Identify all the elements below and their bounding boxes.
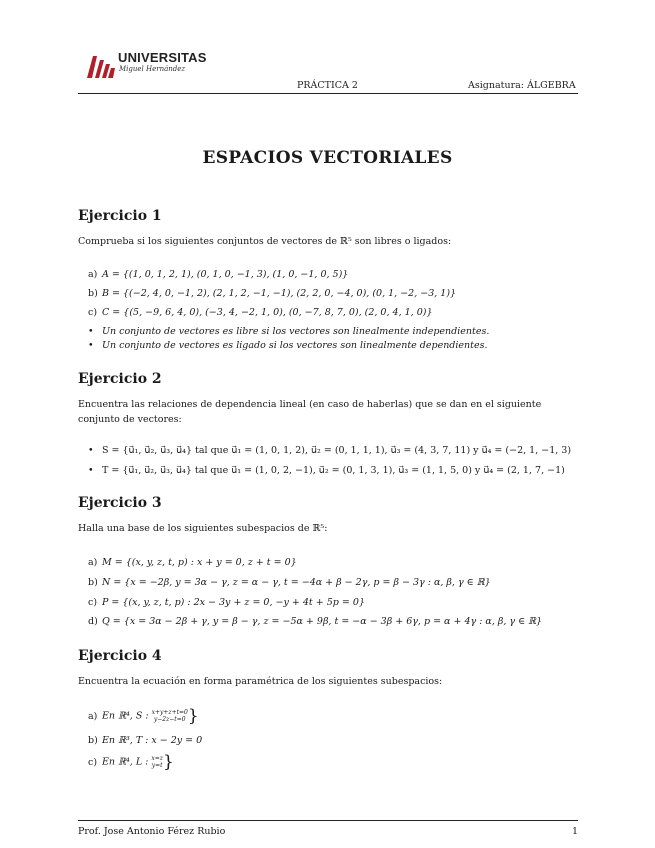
exercise-1-note-bound — [88, 340, 488, 351]
item-text: N = {x = −2β, y = 3α − γ, z = α − γ, t = −4α + β − 2γ, p = β − 3γ : α, β, γ ∈ ℝ} — [102, 577, 491, 588]
bullet: • — [88, 465, 94, 476]
equation-2: y=t — [151, 762, 163, 769]
bullet: • — [88, 445, 94, 456]
header-subject: Asignatura: ÁLGEBRA — [468, 80, 576, 91]
item-label: c) — [88, 756, 98, 768]
item-label: b) — [88, 577, 98, 588]
note-text: Un conjunto de vectores es libre si los vectores son linealmente independientes. — [102, 326, 490, 337]
page-number: 1 — [572, 826, 579, 837]
footer-author: Prof. Jose Antonio Férez Rubio — [78, 826, 226, 837]
exercise-1-statement: Comprueba si los siguientes conjuntos de vectores de ℝ⁵ son libres o ligados: — [78, 236, 452, 247]
item-text: Q = {x = 3α − 2β + γ, y = β − γ, z = −5α + 9β, t = −α − 3β + 6γ, p = α + 4γ : α, β, γ ∈ ℝ} — [102, 616, 543, 627]
equation-1: x+y+z+t=0 — [151, 709, 188, 716]
logo-subtitle: Miguel Hernández — [119, 65, 186, 73]
right-brace: } — [162, 752, 174, 772]
exercise-1-note-free — [88, 326, 489, 337]
exercise-2-statement: Encuentra las relaciones de dependencia lineal (en caso de haberlas) que se dan en el siguiente conjunto de vectores: — [78, 399, 542, 425]
header-rule — [78, 93, 578, 94]
item-label: a) — [88, 557, 98, 568]
bullet: • — [88, 326, 94, 337]
item-text: C = {(5, −9, 6, 4, 0), (−3, 4, −2, 1, 0), (0, −7, 8, 7, 0), (2, 0, 4, 1, 0)} — [102, 307, 433, 318]
exercise-3-heading: Ejercicio 3 — [78, 495, 162, 511]
exercise-3-item-b — [88, 577, 491, 588]
bullet: • — [88, 340, 94, 351]
exercise-3-item-d — [88, 616, 542, 627]
header-practice: PRÁCTICA 2 — [297, 80, 358, 91]
equation-1: x=z — [151, 755, 163, 762]
exercise-4-item-a — [88, 706, 199, 726]
right-brace: } — [187, 706, 199, 726]
exercise-2-item-t — [88, 465, 565, 476]
item-text: B = {(−2, 4, 0, −1, 2), (2, 1, 2, −1, −1), (2, 2, 0, −4, 0), (0, 1, −2, −3, 1)} — [102, 288, 457, 299]
exercise-4-item-c — [88, 752, 174, 772]
exercise-3-item-a — [88, 557, 297, 568]
exercise-4-heading: Ejercicio 4 — [78, 648, 162, 664]
exercise-2-item-s — [88, 445, 571, 456]
exercise-1-item-a — [88, 269, 348, 280]
exercise-2-heading: Ejercicio 2 — [78, 371, 162, 387]
equation-2: y−2z−t=0 — [153, 716, 186, 723]
item-text: M = {(x, y, z, t, p) : x + y = 0, z + t = 0} — [102, 557, 297, 568]
page-title: ESPACIOS VECTORIALES — [202, 148, 453, 168]
item-prefix: En ℝ⁴, S : — [102, 710, 149, 722]
exercise-1-heading: Ejercicio 1 — [78, 208, 162, 224]
exercise-1-item-c — [88, 307, 432, 318]
item-prefix: En ℝ⁴, L : — [102, 756, 149, 768]
item-text: En ℝ³, T : x − 2y = 0 — [102, 735, 203, 746]
item-text: A = {(1, 0, 1, 2, 1), (0, 1, 0, −1, 3), (1, 0, −1, 0, 5)} — [102, 269, 349, 280]
equation-system — [151, 755, 163, 769]
exercise-4-item-b — [88, 735, 202, 746]
equation-system — [152, 709, 188, 723]
logo-wordmark: UNIVERSITAS — [118, 50, 207, 65]
item-label: b) — [88, 288, 98, 299]
item-label: a) — [88, 269, 98, 280]
note-text: Un conjunto de vectores es ligado si los vectores son linealmente dependientes. — [102, 340, 488, 351]
item-label: a) — [88, 710, 98, 722]
exercise-1-item-b — [88, 288, 456, 299]
item-label: c) — [88, 597, 98, 608]
item-text: S = {u⃗₁, u⃗₂, u⃗₃, u⃗₄} tal que u⃗₁ = (1, 0, 1, 2), u⃗₂ = (0, 1, 1, 1), u⃗₃ = (4, 3, 7, 11) y u⃗₄ = (−2, 1, −1, 3) — [102, 445, 572, 456]
exercise-3-statement: Halla una base de los siguientes subespacios de ℝ⁵: — [78, 523, 328, 534]
item-text: P = {(x, y, z, t, p) : 2x − 3y + z = 0, −y + 4t + 5p = 0} — [102, 597, 365, 608]
university-logo-icon — [84, 48, 118, 82]
footer-rule — [78, 820, 578, 821]
item-text: T = {u⃗₁, u⃗₂, u⃗₃, u⃗₄} tal que u⃗₁ = (1, 0, 2, −1), u⃗₂ = (0, 1, 3, 1), u⃗₃ = (1, 1, 5, 0) y u⃗₄ = (2, 1, 7, −1) — [102, 465, 565, 476]
item-label: d) — [88, 616, 98, 627]
exercise-3-item-c — [88, 597, 365, 608]
exercise-4-statement: Encuentra la ecuación en forma paramétrica de los siguientes subespacios: — [78, 676, 443, 687]
item-label: c) — [88, 307, 98, 318]
item-label: b) — [88, 735, 98, 746]
